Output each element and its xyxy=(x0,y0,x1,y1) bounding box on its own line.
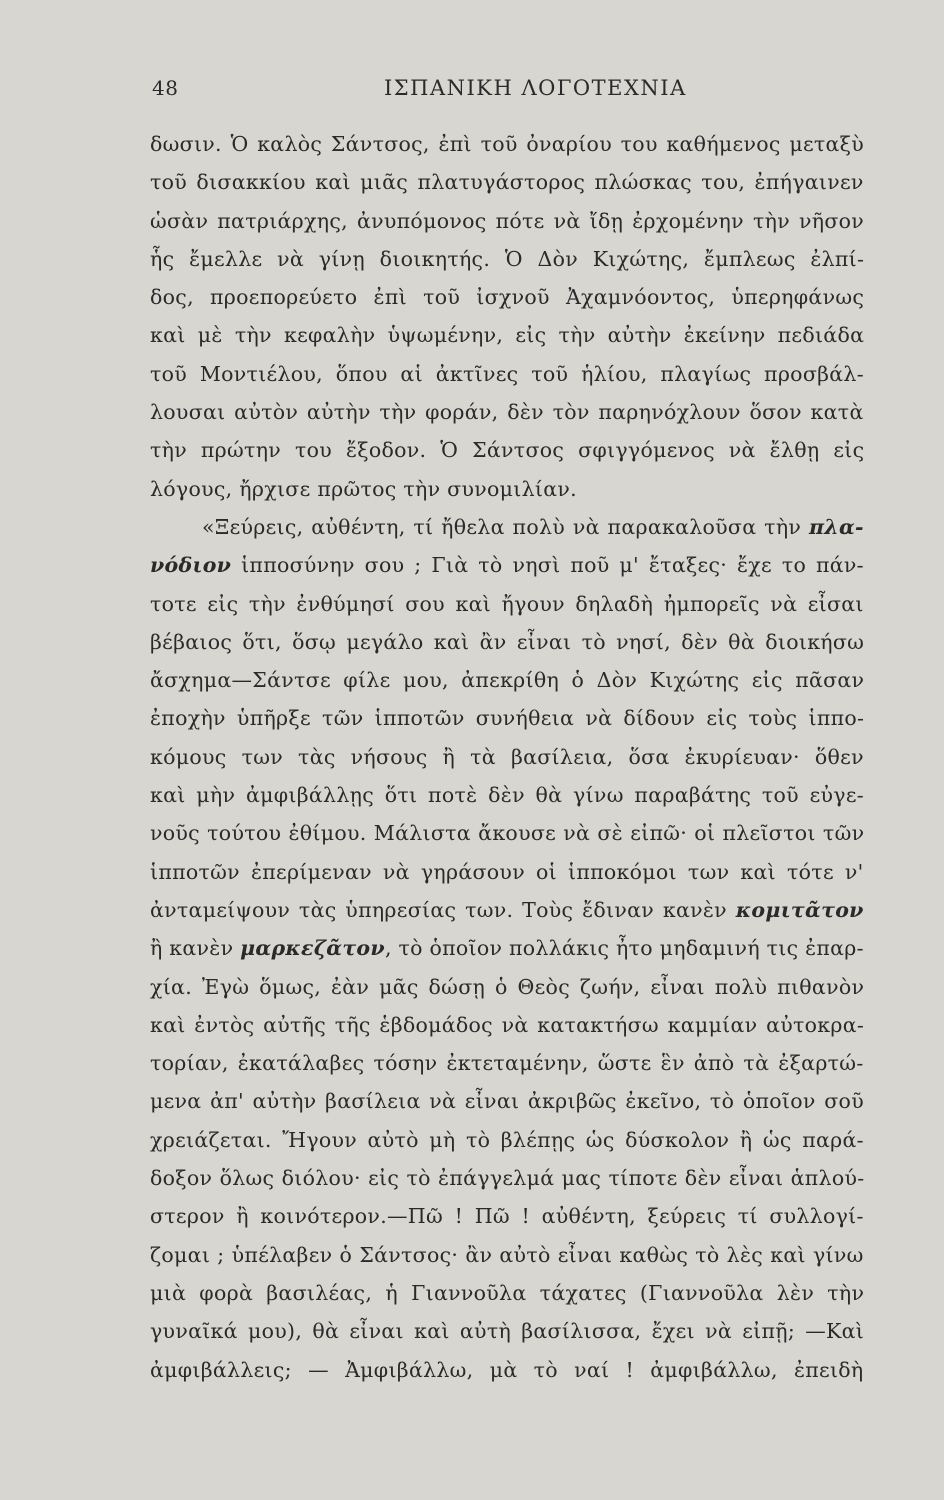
line-text: κόμους των τὰς νήσους ἢ τὰ βασίλεια, ὅσα ἐκυρίευαν· ὅθεν xyxy=(150,744,864,769)
text-line xyxy=(150,1159,864,1197)
line-text: τὴν πρώτην του ἔξοδον. Ὁ Σάντσος σφιγγόμενος νὰ ἔλθῃ εἰς xyxy=(150,438,865,463)
text-line xyxy=(150,1044,864,1082)
line-text: καὶ μὲ τὴν κεφαλὴν ὑψωμένην, εἰς τὴν αὐτὴν ἐκείνην πεδιάδα xyxy=(150,323,865,348)
line-text: ἱπποτῶν ἐπερίμεναν νὰ γηράσουν οἱ ἱπποκόμοι των καὶ τότε ν' xyxy=(150,859,864,884)
emphasized-word: κομιτᾶτον xyxy=(735,897,864,922)
text-line xyxy=(150,240,864,278)
line-text: ἀμφιβάλλεις; — Ἀμφιβάλλω, μὰ τὸ ναί ! ἀμφιβάλλω, ἐπειδὴ xyxy=(150,1357,864,1382)
line-text: ἧς ἔμελλε νὰ γίνῃ διοικητής. Ὁ Δὸν Κιχώτης, ἔμπλεως ἐλπί- xyxy=(150,246,865,271)
text-line xyxy=(150,1006,864,1044)
line-text: λόγους, ἤρχισε πρῶτος τὴν συνομιλίαν. xyxy=(150,476,577,501)
text-line xyxy=(150,431,864,469)
line-text: γυναῖκά μου), θὰ εἶναι καὶ αὐτὴ βασίλισσα, ἔχει νὰ εἰπῇ; —Καὶ xyxy=(150,1319,865,1344)
line-text: τορίαν, ἐκατάλαβες τόσην ἐκτεταμένην, ὥστε ἓν ἀπὸ τὰ ἐξαρτώ- xyxy=(150,1051,864,1076)
line-text: νοῦς τούτου ἐθίμου. Μάλιστα ἄκουσε νὰ σὲ εἰπῶ· οἱ πλεῖστοι τῶν xyxy=(150,821,865,846)
text-line xyxy=(150,661,864,699)
text-line xyxy=(150,585,864,623)
line-text: ἀνταμείψουν τὰς ὑπηρεσίας των. Τοὺς ἔδιναν κανὲν xyxy=(150,897,736,922)
text-line xyxy=(150,470,864,508)
text-line xyxy=(150,508,864,546)
text-line xyxy=(150,202,864,240)
text-line xyxy=(150,853,864,891)
line-text: «Ξεύρεις, αὐθέντη, τί ἤθελα πολὺ νὰ παρακαλοῦσα τὴν xyxy=(202,514,809,539)
text-line xyxy=(150,1351,864,1389)
line-text: τοῦ Μοντιέλου, ὅπου αἱ ἀκτῖνες τοῦ ἡλίου, πλαγίως προσβάλ- xyxy=(150,361,864,386)
line-text: ἄσχημα—Σάντσε φίλε μου, ἀπεκρίθη ὁ Δὸν Κιχώτης εἰς πᾶσαν xyxy=(150,668,865,693)
text-line xyxy=(150,546,864,584)
text-line xyxy=(150,699,864,737)
emphasized-word: νόδιον xyxy=(150,553,232,578)
text-line xyxy=(150,163,864,201)
line-text: μιὰ φορὰ βασιλέας, ἡ Γιαννοῦλα τάχατες (Γιαννοῦλα λὲν τὴν xyxy=(150,1280,865,1305)
line-text: στερον ἢ κοινότερον.—Πῶ ! Πῶ ! αὐθέντη, ξεύρεις τί συλλογί- xyxy=(150,1204,864,1229)
line-text: δοξον ὅλως διόλου· εἰς τὸ ἐπάγγελμά μας τίποτε δὲν εἶναι ἁπλού- xyxy=(150,1166,865,1191)
line-text: δωσιν. Ὁ καλὸς Σάντσος, ἐπὶ τοῦ ὀναρίου του καθήμενος μεταξὺ xyxy=(150,132,865,156)
emphasized-word: πλα- xyxy=(808,514,864,539)
page-number: 48 xyxy=(152,76,179,100)
line-text: λουσαι αὐτὸν αὐτὴν τὴν φοράν, δὲν τὸν παρηνόχλουν ὅσον κατὰ xyxy=(150,400,864,425)
line-text: χία. Ἐγὼ ὅμως, ἐὰν μᾶς δώσῃ ὁ Θεὸς ζωήν, εἶναι πολὺ πιθανὸν xyxy=(150,974,865,999)
line-text: τοῦ δισακκίου καὶ μιᾶς πλατυγάστορος πλώσκας του, ἐπήγαινεν xyxy=(150,170,864,195)
line-text: ἢ κανὲν xyxy=(150,936,241,961)
text-line xyxy=(150,1236,864,1274)
line-text: ἱπποσύνην σου ; Γιὰ τὸ νησὶ ποῦ μ' ἔταξες· ἔχε το πάν- xyxy=(231,553,864,578)
text-line xyxy=(150,1312,864,1350)
line-text: μενα ἀπ' αὐτὴν βασίλεια νὰ εἶναι ἀκριβῶς ἐκεῖνο, τὸ ὁποῖον σοῦ xyxy=(150,1089,864,1114)
page-header xyxy=(152,76,862,110)
line-text: καὶ ἐντὸς αὐτῆς τῆς ἑβδομάδος νὰ κατακτήσω καμμίαν αὐτοκρα- xyxy=(150,1012,865,1037)
text-line xyxy=(150,814,864,852)
text-line xyxy=(150,968,864,1006)
text-line xyxy=(150,623,864,661)
text-line xyxy=(150,278,864,316)
line-text: τοτε εἰς τὴν ἐνθύμησί σου καὶ ἤγουν δηλαδὴ ἠμπορεῖς νὰ εἶσαι xyxy=(150,591,864,616)
text-line xyxy=(150,355,864,393)
text-line xyxy=(150,1197,864,1235)
line-text: βέβαιος ὅτι, ὅσῳ μεγάλο καὶ ἂν εἶναι τὸ νησί, δὲν θὰ διοικήσω xyxy=(150,629,865,654)
line-text: χρειάζεται. Ἤγουν αὐτὸ μὴ τὸ βλέπῃς ὡς δύσκολον ἢ ὡς παρά- xyxy=(150,1127,864,1152)
line-text: ἐποχὴν ὑπῆρξε τῶν ἱπποτῶν συνήθεια νὰ δίδουν εἰς τοὺς ἱππο- xyxy=(150,706,865,731)
line-text: ζομαι ; ὑπέλαβεν ὁ Σάντσος· ἂν αὐτὸ εἶναι καθὼς τὸ λὲς καὶ γίνω xyxy=(150,1242,864,1267)
body-text xyxy=(150,125,864,1389)
text-line xyxy=(150,929,864,967)
text-line xyxy=(150,393,864,431)
text-line xyxy=(150,1121,864,1159)
text-line xyxy=(150,316,864,354)
line-text: καὶ μὴν ἀμφιβάλλῃς ὅτι ποτὲ δὲν θὰ γίνω παραβάτης τοῦ εὐγε- xyxy=(150,783,865,808)
line-text: ὡσὰν πατριάρχης, ἀνυπόμονος πότε νὰ ἴδῃ ἐρχομένην τὴν νῆσον xyxy=(150,208,865,233)
line-text: , τὸ ὁποῖον πολλάκις ἦτο μηδαμινή τις ἐπαρ- xyxy=(384,936,864,961)
text-line xyxy=(150,1274,864,1312)
running-title: ΙΣΠΑΝΙΚΗ ΛΟΓΟΤΕΧΝΙΑ xyxy=(384,76,687,100)
line-text: δος, προεπορεύετο ἐπὶ τοῦ ἰσχνοῦ Ἀχαμνόοντος, ὑπερηφάνως xyxy=(150,285,865,310)
text-line xyxy=(150,738,864,776)
text-line xyxy=(150,891,864,929)
text-line xyxy=(150,1082,864,1120)
emphasized-word: μαρκεζᾶτον xyxy=(240,936,385,961)
text-line xyxy=(150,776,864,814)
text-line xyxy=(150,125,864,163)
